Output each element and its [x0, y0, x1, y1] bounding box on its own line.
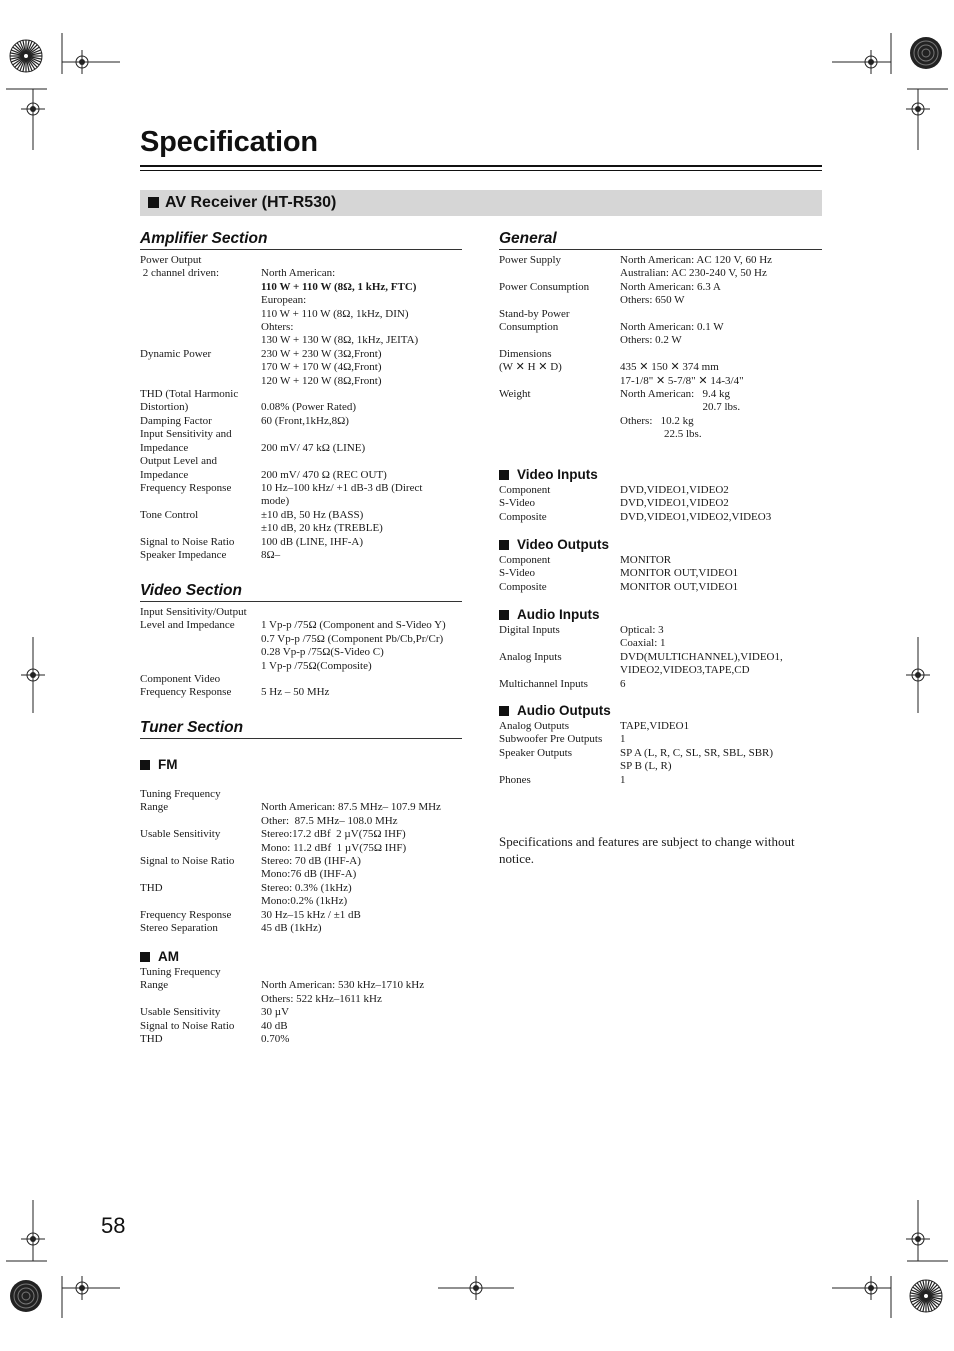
- page-number: 58: [101, 1213, 126, 1238]
- spec-label: THD: [140, 1033, 163, 1046]
- section-heading: Amplifier Section: [140, 230, 462, 250]
- title-rule: [140, 165, 822, 167]
- spec-label: [499, 267, 620, 280]
- spec-value: TAPE,VIDEO1: [620, 720, 690, 732]
- spec-value: North American: AC 120 V, 60 Hz: [620, 254, 773, 266]
- sub-heading: [499, 703, 822, 719]
- spec-row: [140, 993, 462, 1006]
- spec-label: Composite: [499, 580, 547, 593]
- general-section: [499, 230, 822, 442]
- spec-value: 1: [620, 733, 626, 746]
- sub-heading: [140, 757, 462, 773]
- spec-label: Level and Impedance: [140, 619, 235, 632]
- spec-value: Mono:0.2% (1kHz): [261, 895, 348, 908]
- spec-value: 10 Hz–100 kHz/ +1 dB-3 dB (Direct: [261, 481, 423, 494]
- spec-value: 20.7 lbs.: [620, 401, 741, 414]
- spec-value: 1 Vp-p /75Ω (Component and S-Video Y): [261, 619, 446, 632]
- spec-label: Analog Outputs: [499, 720, 569, 732]
- section-heading: General: [499, 230, 822, 250]
- square-bullet-icon: [140, 760, 150, 770]
- spec-row: [140, 469, 462, 482]
- change-notice: Specifications and features are subject to change without notice.: [499, 834, 795, 866]
- spec-value: DVD,VIDEO1,VIDEO2,VIDEO3: [620, 510, 772, 523]
- spec-value: 1: [620, 773, 626, 786]
- spec-row: [140, 495, 462, 508]
- spec-value: SP B (L, R): [620, 760, 672, 773]
- spec-list: [499, 254, 822, 442]
- spec-row: [140, 619, 462, 632]
- spec-list: [140, 966, 462, 1046]
- spec-value: Others: 10.2 kg: [620, 414, 694, 427]
- title-rule-thin: [140, 170, 822, 171]
- spec-row: [499, 664, 822, 677]
- spec-label: 2 channel driven:: [140, 267, 220, 280]
- spec-value: North American: 0.1 W: [620, 321, 724, 334]
- spec-label: Signal to Noise Ratio: [140, 535, 235, 548]
- spec-label: [499, 760, 620, 773]
- spec-value: [261, 455, 462, 468]
- spec-list: [499, 484, 822, 524]
- spec-value: 100 dB (LINE, IHF-A): [261, 535, 364, 548]
- spec-label: [499, 637, 620, 650]
- spec-label: Dimensions: [499, 347, 552, 360]
- spec-value: North American: 6.3 A: [620, 280, 721, 293]
- spec-value: 40 dB: [261, 1019, 288, 1032]
- spec-row: [499, 651, 822, 664]
- spec-row: [499, 254, 822, 267]
- spec-row: [140, 922, 462, 935]
- square-bullet-icon: [499, 540, 509, 550]
- spec-value: 5 Hz – 50 MHz: [261, 686, 330, 699]
- spec-label: (W ✕ H ✕ D): [499, 361, 562, 374]
- spec-label: Impedance: [140, 441, 189, 454]
- spec-value: MONITOR OUT,VIDEO1: [620, 580, 739, 593]
- spec-row: [499, 760, 822, 773]
- spec-label: Multichannel Inputs: [499, 677, 588, 690]
- spec-value: [261, 428, 462, 441]
- video-section: [140, 582, 462, 700]
- spec-row: [140, 254, 462, 267]
- spec-value: 45 dB (1kHz): [261, 922, 322, 935]
- spec-value: [261, 673, 462, 686]
- spec-label: [140, 895, 261, 908]
- spec-row: [140, 308, 462, 321]
- spec-value: DVD,VIDEO1,VIDEO2: [620, 497, 729, 510]
- spec-label: Frequency Response: [140, 908, 232, 921]
- spec-row: [499, 348, 822, 361]
- spec-label: S-Video: [499, 497, 536, 510]
- sub-heading: [499, 537, 822, 553]
- sub-heading: [140, 949, 462, 965]
- spec-value: 0.70%: [261, 1033, 290, 1046]
- spec-row: [140, 1020, 462, 1033]
- spec-list: [140, 788, 462, 935]
- spec-row: [499, 484, 822, 497]
- spec-row: [140, 401, 462, 414]
- spec-value: Stereo:17.2 dBf 2 µV(75Ω IHF): [261, 828, 406, 841]
- spec-row: [499, 774, 822, 787]
- spec-row: [140, 801, 462, 814]
- spec-list: [499, 624, 822, 691]
- spec-label: [140, 308, 261, 321]
- spec-label: [140, 361, 261, 374]
- spec-row: [140, 606, 462, 619]
- spec-row: [140, 361, 462, 374]
- square-bullet-icon: [499, 470, 509, 480]
- spec-label: [140, 993, 261, 1006]
- page-title: Specification: [140, 126, 318, 158]
- spec-value: 22.5 lbs.: [620, 428, 702, 441]
- spec-value: 230 W + 230 W (3Ω,Front): [261, 347, 382, 360]
- spec-row: [499, 624, 822, 637]
- square-bullet-icon: [140, 952, 150, 962]
- spec-label: Dynamic Power: [140, 347, 212, 360]
- spec-label: Subwoofer Pre Outputs: [499, 733, 603, 746]
- banner-title: AV Receiver (HT-R530): [165, 194, 337, 211]
- spec-label: [140, 522, 261, 535]
- spec-row: [499, 308, 822, 321]
- spec-label: [499, 294, 620, 307]
- spec-label: S-Video: [499, 567, 536, 580]
- spec-row: [140, 294, 462, 307]
- spec-value: 6: [620, 677, 626, 690]
- square-bullet-icon: [148, 197, 159, 208]
- spec-value: 200 mV/ 470 Ω (REC OUT): [261, 468, 387, 481]
- spec-row: [140, 1006, 462, 1019]
- spec-label: Input Sensitivity and: [140, 428, 232, 441]
- spec-row: [499, 401, 822, 414]
- spec-value: SP A (L, R, C, SL, SR, SBL, SBR): [620, 746, 774, 759]
- spec-value: 200 mV/ 47 kΩ (LINE): [261, 441, 366, 454]
- spec-row: [499, 415, 822, 428]
- spec-row: [140, 686, 462, 699]
- spec-value: [261, 254, 462, 267]
- spec-row: [140, 966, 462, 979]
- spec-value: North American: 9.4 kg: [620, 388, 730, 401]
- spec-value: 0.08% (Power Rated): [261, 401, 357, 414]
- spec-value: 30 µV: [261, 1006, 290, 1019]
- spec-label: [140, 375, 261, 388]
- spec-row: [140, 979, 462, 992]
- spec-row: [140, 660, 462, 673]
- spec-value: [261, 606, 462, 619]
- spec-row: [140, 509, 462, 522]
- sub-heading-label: AM: [158, 949, 179, 964]
- spec-label: [140, 334, 261, 347]
- spec-value: DVD,VIDEO1,VIDEO2: [620, 484, 729, 496]
- spec-label: Tone Control: [140, 508, 199, 521]
- spec-value: North American: 87.5 MHz– 107.9 MHz: [261, 801, 441, 814]
- spec-value: 0.28 Vp-p /75Ω(S-Video C): [261, 646, 384, 659]
- spec-value: Others: 0.2 W: [620, 334, 682, 347]
- spec-row: [499, 567, 822, 580]
- spec-value: North American: 530 kHz–1710 kHz: [261, 979, 425, 992]
- spec-value: North American:: [261, 267, 336, 280]
- spec-row: [140, 482, 462, 495]
- model-banner: [140, 190, 822, 216]
- spec-label: Frequency Response: [140, 481, 232, 494]
- spec-row: [499, 497, 822, 510]
- spec-value: 435 ✕ 150 ✕ 374 mm: [620, 361, 719, 374]
- spec-value: 60 (Front,1kHz,8Ω): [261, 414, 349, 427]
- spec-label: Component: [499, 484, 551, 496]
- audio-outputs-section: [499, 703, 822, 787]
- spec-row: [499, 375, 822, 388]
- spec-label: Digital Inputs: [499, 624, 560, 636]
- audio-inputs-section: [499, 607, 822, 691]
- spec-value: 1 Vp-p /75Ω(Composite): [261, 659, 372, 672]
- spec-value: ±10 dB, 20 kHz (TREBLE): [261, 522, 383, 535]
- sub-heading-label: Audio Inputs: [517, 607, 600, 622]
- spec-label: Range: [140, 801, 169, 814]
- spec-row: [140, 549, 462, 562]
- spec-label: [140, 294, 261, 307]
- spec-label: [499, 415, 620, 428]
- spec-row: [140, 536, 462, 549]
- spec-label: Stand-by Power: [499, 307, 570, 320]
- spec-label: Signal to Noise Ratio: [140, 855, 235, 868]
- spec-value: 0.7 Vp-p /75Ω (Component Pb/Cb,Pr/Cr): [261, 632, 444, 645]
- spec-value: DVD(MULTICHANNEL),VIDEO1,: [620, 650, 783, 663]
- spec-value: Other: 87.5 MHz– 108.0 MHz: [261, 814, 398, 827]
- spec-row: [140, 842, 462, 855]
- spec-value: 110 W + 110 W (8Ω, 1 kHz, FTC): [261, 280, 417, 293]
- spec-value: Mono: 11.2 dBf 1 µV(75Ω IHF): [261, 841, 407, 854]
- square-bullet-icon: [499, 706, 509, 716]
- sub-heading-label: Video Outputs: [517, 537, 610, 552]
- spec-row: [140, 815, 462, 828]
- spec-label: [499, 375, 620, 388]
- spec-row: [499, 747, 822, 760]
- spec-label: [499, 334, 620, 347]
- spec-row: [499, 637, 822, 650]
- spec-value: [620, 308, 822, 321]
- spec-value: 120 W + 120 W (8Ω,Front): [261, 374, 382, 387]
- spec-label: Distortion): [140, 401, 189, 414]
- spec-label: THD (Total Harmonic: [140, 388, 239, 401]
- spec-label: Power Consumption: [499, 280, 590, 293]
- spec-label: [140, 495, 261, 508]
- am-section: [140, 949, 462, 1046]
- spec-value: VIDEO2,VIDEO3,TAPE,CD: [620, 664, 750, 677]
- spec-row: [499, 361, 822, 374]
- spec-row: [140, 788, 462, 801]
- spec-value: ±10 dB, 50 Hz (BASS): [261, 508, 364, 521]
- spec-value: [261, 788, 462, 801]
- spec-value: 130 W + 130 W (8Ω, 1kHz, JEITA): [261, 334, 419, 347]
- spec-list: [140, 254, 462, 562]
- spec-label: [140, 868, 261, 881]
- spec-label: THD: [140, 881, 163, 894]
- video-outputs-section: [499, 537, 822, 594]
- spec-row: [499, 388, 822, 401]
- spec-label: Speaker Impedance: [140, 548, 227, 561]
- spec-value: Optical: 3: [620, 624, 664, 636]
- spec-row: [499, 581, 822, 594]
- spec-row: [499, 678, 822, 691]
- sub-heading-label: Audio Outputs: [517, 703, 611, 718]
- spec-label: [499, 664, 620, 677]
- spec-value: 110 W + 110 W (8Ω, 1kHz, DIN): [261, 307, 409, 320]
- tuner-section: [140, 719, 462, 743]
- section-heading: Video Section: [140, 582, 462, 602]
- spec-row: [140, 673, 462, 686]
- fm-section: [140, 757, 462, 935]
- video-inputs-section: [499, 467, 822, 524]
- spec-value: [620, 348, 822, 361]
- spec-row: [140, 428, 462, 441]
- spec-label: Tuning Frequency: [140, 966, 221, 978]
- spec-row: [499, 720, 822, 733]
- spec-row: [140, 455, 462, 468]
- spec-value: Ohters:: [261, 321, 294, 334]
- spec-label: Power Output: [140, 254, 202, 266]
- spec-row: [140, 1033, 462, 1046]
- spec-label: Damping Factor: [140, 414, 212, 427]
- spec-label: [140, 815, 261, 828]
- spec-label: Composite: [499, 510, 547, 523]
- spec-label: Frequency Response: [140, 686, 232, 699]
- spec-row: [140, 909, 462, 922]
- spec-row: [140, 442, 462, 455]
- spec-value: 8Ω–: [261, 548, 281, 561]
- spec-row: [140, 646, 462, 659]
- spec-value: [261, 388, 462, 401]
- spec-value: Stereo: 0.3% (1kHz): [261, 881, 352, 894]
- spec-label: Component: [499, 554, 551, 566]
- spec-value: Coaxial: 1: [620, 637, 666, 650]
- spec-row: [140, 415, 462, 428]
- spec-value: [261, 966, 462, 979]
- spec-value: mode): [261, 495, 290, 508]
- spec-row: [140, 633, 462, 646]
- sub-heading: [499, 607, 822, 623]
- spec-label: Input Sensitivity/Output: [140, 606, 247, 618]
- spec-label: Stereo Separation: [140, 922, 218, 935]
- sub-heading-label: FM: [158, 757, 178, 772]
- spec-row: [140, 348, 462, 361]
- spec-label: [499, 401, 620, 414]
- spec-label: Component Video: [140, 673, 221, 686]
- sub-heading: [499, 467, 822, 483]
- spec-row: [140, 855, 462, 868]
- spec-value: MONITOR: [620, 554, 672, 566]
- spec-row: [499, 334, 822, 347]
- spec-row: [499, 554, 822, 567]
- spec-list: [499, 554, 822, 594]
- spec-label: Speaker Outputs: [499, 746, 573, 759]
- spec-label: Range: [140, 979, 169, 992]
- spec-row: [140, 267, 462, 280]
- amplifier-section: [140, 230, 462, 562]
- square-bullet-icon: [499, 610, 509, 620]
- spec-value: MONITOR OUT,VIDEO1: [620, 567, 739, 580]
- spec-label: [140, 646, 261, 659]
- spec-list: [140, 606, 462, 700]
- spec-row: [499, 733, 822, 746]
- spec-value: 170 W + 170 W (4Ω,Front): [261, 361, 382, 374]
- spec-list: [499, 720, 822, 787]
- spec-value: Others: 650 W: [620, 294, 685, 307]
- spec-label: Analog Inputs: [499, 650, 562, 663]
- spec-row: [140, 321, 462, 334]
- spec-row: [499, 267, 822, 280]
- spec-row: [499, 511, 822, 524]
- spec-label: Power Supply: [499, 254, 562, 266]
- spec-row: [499, 281, 822, 294]
- spec-row: [140, 882, 462, 895]
- section-heading: Tuner Section: [140, 719, 462, 739]
- spec-label: [499, 428, 620, 441]
- spec-row: [140, 868, 462, 881]
- spec-row: [499, 321, 822, 334]
- spec-row: [140, 522, 462, 535]
- spec-label: Consumption: [499, 321, 559, 334]
- spec-label: Usable Sensitivity: [140, 828, 221, 841]
- spec-label: [140, 321, 261, 334]
- spec-label: [140, 633, 261, 646]
- spec-row: [140, 895, 462, 908]
- spec-label: Output Level and: [140, 455, 217, 468]
- spec-row: [140, 281, 462, 294]
- spec-label: [140, 281, 261, 294]
- spec-label: Phones: [499, 773, 531, 786]
- spec-value: European:: [261, 294, 307, 307]
- spec-label: Usable Sensitivity: [140, 1006, 221, 1019]
- spec-row: [140, 388, 462, 401]
- spec-value: 30 Hz–15 kHz / ±1 dB: [261, 908, 361, 921]
- spec-label: [140, 842, 261, 855]
- sub-heading-label: Video Inputs: [517, 467, 598, 482]
- spec-label: [140, 660, 261, 673]
- spec-row: [499, 428, 822, 441]
- spec-value: Others: 522 kHz–1611 kHz: [261, 992, 382, 1005]
- spec-label: Weight: [499, 388, 531, 401]
- spec-value: 17-1/8" ✕ 5-7/8" ✕ 14-3/4": [620, 374, 744, 387]
- spec-row: [140, 334, 462, 347]
- spec-label: Impedance: [140, 468, 189, 481]
- spec-value: Australian: AC 230-240 V, 50 Hz: [620, 267, 767, 280]
- spec-label: Signal to Noise Ratio: [140, 1019, 235, 1032]
- spec-row: [140, 828, 462, 841]
- spec-row: [499, 294, 822, 307]
- spec-label: Tuning Frequency: [140, 788, 221, 800]
- spec-value: Stereo: 70 dB (IHF-A): [261, 855, 361, 868]
- spec-value: Mono:76 dB (IHF-A): [261, 868, 357, 881]
- spec-row: [140, 375, 462, 388]
